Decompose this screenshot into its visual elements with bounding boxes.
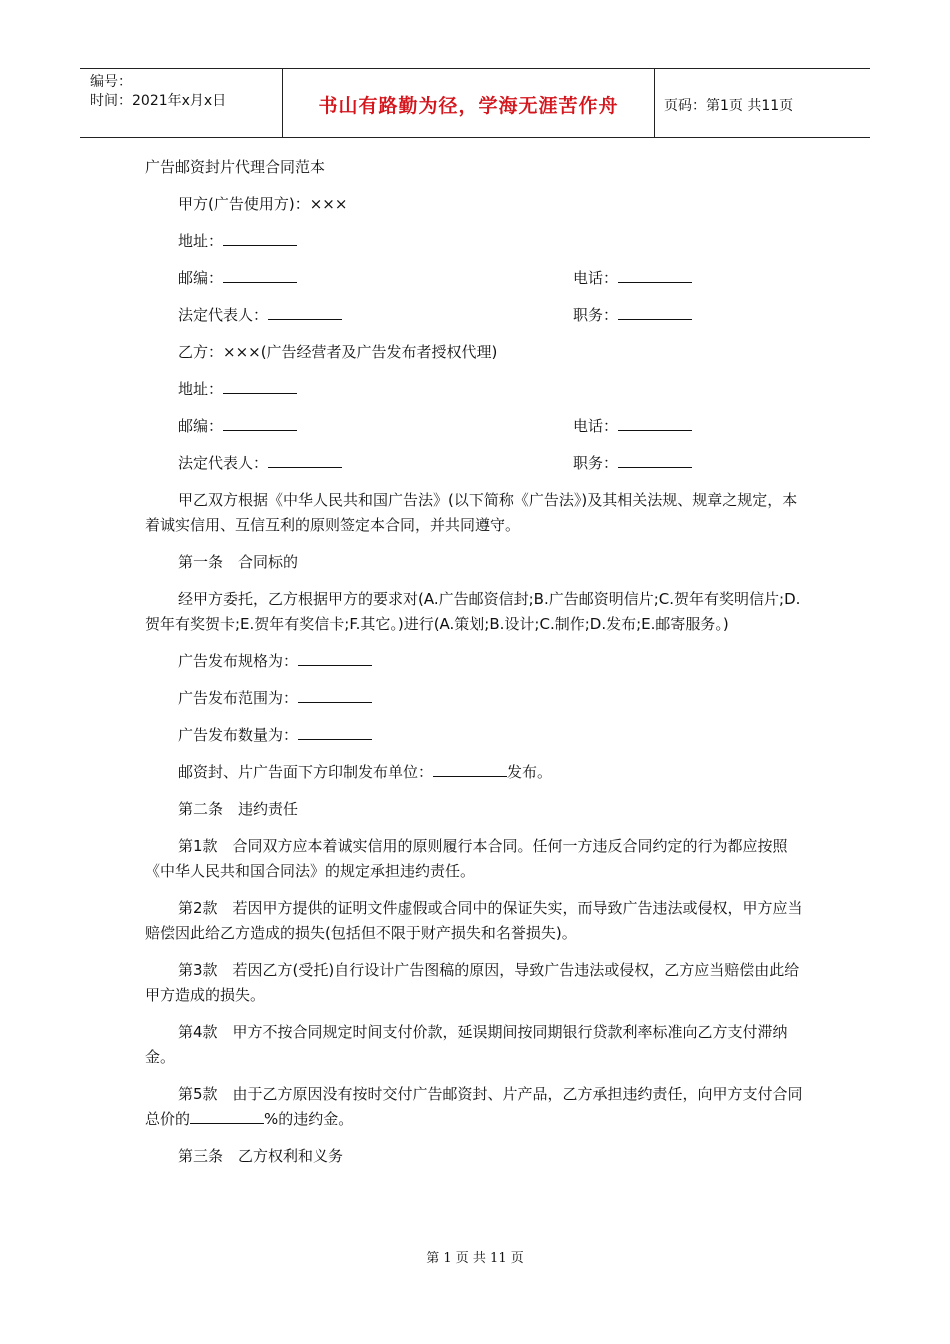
blank-field [298,686,372,703]
doc-title: 广告邮资封片代理合同范本 [145,158,326,176]
blank-field [618,266,692,283]
page-footer: 第 1 页 共 11 页 [426,1251,524,1266]
blank-field [223,377,297,394]
address-label: 地址： [178,232,224,250]
blank-field [268,303,342,320]
blank-field [298,649,372,666]
intro-paragraph: 甲乙双方根据《中华人民共和国广告法》(以下简称《广告法》)及其相关法规、规章之规定，本着诚实信用、互信互利的原则签定本合同，并共同遵守。 [145,491,798,534]
publisher-unit-label: 邮资封、片广告面下方印制发布单位： [178,763,434,781]
blank-field [223,229,297,246]
blank-field [433,760,507,777]
blank-field [298,723,372,740]
article-1-title: 第一条 合同标的 [178,553,299,571]
position-label: 职务： [573,454,619,472]
party-b-rep-position [145,451,805,476]
blank-field [223,414,297,431]
blank-field [190,1107,264,1124]
publisher-unit-suffix: 发布。 [507,763,553,781]
quantity-line [145,723,805,748]
legal-rep-label: 法定代表人： [178,454,269,472]
blank-field [268,451,342,468]
article-3-title: 第三条 乙方权利和义务 [178,1147,344,1165]
header-motto: 书山有路勤为径，学海无涯苦作舟 [318,95,619,117]
header-page-info: 页码：第1页 共11页 [664,98,794,114]
legal-rep-label: 法定代表人： [178,306,269,324]
document-body [145,155,805,1181]
clause-4: 第4款 甲方不按合同规定时间支付价款，延误期间按同期银行贷款利率标准向乙方支付滞纳金。 [145,1023,788,1066]
doc-number-label: 编号： [90,74,132,90]
scope-label: 广告发布范围为： [178,689,299,707]
clause-1: 第1款 合同双方应本着诚实信用的原则履行本合同。任何一方违反合同约定的行为都应按照《中华人民共和国合同法》的规定承担违约责任。 [145,837,788,880]
party-b-address [145,377,805,402]
postcode-label: 邮编： [178,417,224,435]
scope-line [145,686,805,711]
clause-3: 第3款 若因乙方(受托)自行设计广告图稿的原因，导致广告违法或侵权，乙方应当赔偿由此给甲方造成的损失。 [145,961,800,1004]
party-a-rep-position [145,303,805,328]
position-label: 职务： [573,306,619,324]
quantity-label: 广告发布数量为： [178,726,299,744]
phone-label: 电话： [573,417,619,435]
phone-label: 电话： [573,269,619,287]
party-b-line: 乙方：×××(广告经营者及广告发布者授权代理) [178,343,498,361]
article-2-title: 第二条 违约责任 [178,800,299,818]
page-header [80,68,870,138]
article-1-text: 经甲方委托，乙方根据甲方的要求对(A.广告邮资信封;B.广告邮资明信片;C.贺年有奖明信片;D.贺年有奖贺卡;E.贺年有奖信卡;F.其它。)进行(A.策划;B.设计;C.制作;D.发布;E.邮寄服务。) [145,590,801,633]
clause-2: 第2款 若因甲方提供的证明文件虚假或合同中的保证失实，而导致广告违法或侵权，甲方应当赔偿因此给乙方造成的损失(包括但不限于财产损失和名誉损失)。 [145,899,803,942]
blank-field [618,303,692,320]
party-a-line: 甲方(广告使用方)：××× [178,195,348,213]
party-a-postcode-phone [145,266,805,291]
postcode-label: 邮编： [178,269,224,287]
header-meta [90,73,226,111]
address-label: 地址： [178,380,224,398]
clause-5-text: 第5款 由于乙方原因没有按时交付广告邮资封、片产品，乙方承担违约责任，向甲方支付合同总价的 [145,1085,803,1128]
blank-field [618,451,692,468]
party-b-postcode-phone [145,414,805,439]
header-divider [654,69,655,137]
party-a-address [145,229,805,254]
blank-field [618,414,692,431]
publisher-unit-line [145,760,805,785]
blank-field [223,266,297,283]
spec-label: 广告发布规格为： [178,652,299,670]
clause-5 [145,1082,805,1132]
spec-line [145,649,805,674]
doc-time-label: 时间：2021年x月x日 [90,93,227,109]
clause-5-suffix: %的违约金。 [264,1110,354,1128]
